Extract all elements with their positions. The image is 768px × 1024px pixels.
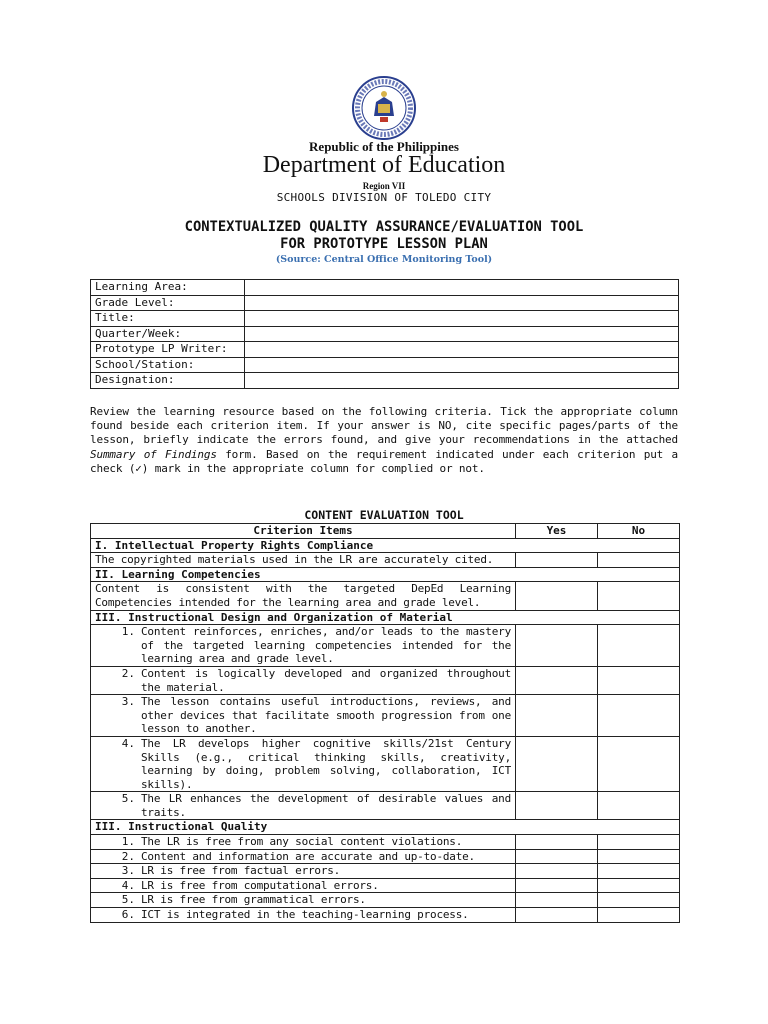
info-label: Title: [91, 311, 245, 327]
criterion-cell [91, 582, 516, 610]
section-heading-row [91, 538, 680, 553]
info-row [91, 342, 679, 358]
no-checkbox-cell[interactable] [598, 625, 680, 667]
criterion-text: Content and information are accurate and up-to-date. [141, 849, 475, 863]
criterion-row [91, 736, 680, 791]
section-heading: III. Instructional Design and Organization of Material [91, 610, 680, 625]
info-label: School/Station: [91, 357, 245, 373]
info-value-field[interactable] [245, 311, 679, 327]
no-checkbox-cell[interactable] [598, 792, 680, 820]
criterion-number: 4. [121, 736, 135, 750]
criterion-number: 1. [121, 625, 135, 639]
criterion-row [91, 582, 680, 610]
no-checkbox-cell[interactable] [598, 864, 680, 879]
yes-checkbox-cell[interactable] [516, 893, 598, 908]
info-row [91, 311, 679, 327]
criterion-number: 4. [121, 878, 135, 892]
yes-checkbox-cell[interactable] [516, 792, 598, 820]
criterion-cell [91, 849, 516, 864]
lesson-info-table [90, 279, 679, 389]
info-label: Quarter/Week: [91, 326, 245, 342]
yes-checkbox-cell[interactable] [516, 864, 598, 879]
criterion-number: 6. [121, 908, 135, 922]
yes-checkbox-cell[interactable] [516, 666, 598, 694]
info-row [91, 280, 679, 296]
criterion-number: 5. [121, 893, 135, 907]
no-header: No [598, 524, 680, 539]
no-checkbox-cell[interactable] [598, 835, 680, 850]
yes-header: Yes [516, 524, 598, 539]
criterion-number: 5. [121, 792, 135, 806]
info-row [91, 295, 679, 311]
criterion-cell [91, 736, 516, 791]
info-label: Grade Level: [91, 295, 245, 311]
yes-checkbox-cell[interactable] [516, 736, 598, 791]
yes-checkbox-cell[interactable] [516, 849, 598, 864]
criterion-text: LR is free from computational errors. [141, 878, 379, 892]
criterion-row [91, 849, 680, 864]
info-value-field[interactable] [245, 357, 679, 373]
document-title-line1: CONTEXTUALIZED QUALITY ASSURANCE/EVALUATION TOOL [184, 219, 584, 235]
document-title-line2: FOR PROTOTYPE LESSON PLAN [280, 236, 488, 252]
department-name: Department of Education [262, 152, 506, 178]
criterion-cell [91, 553, 516, 568]
criterion-cell [91, 835, 516, 850]
info-row [91, 373, 679, 389]
criterion-row [91, 908, 680, 923]
info-label: Prototype LP Writer: [91, 342, 245, 358]
criterion-cell [91, 695, 516, 737]
deped-seal-icon [344, 76, 424, 140]
criterion-number: 2. [121, 666, 135, 680]
no-checkbox-cell[interactable] [598, 878, 680, 893]
criteria-header-row [91, 524, 680, 539]
info-row [91, 357, 679, 373]
section-heading-row [91, 567, 680, 582]
criteria-table [90, 523, 680, 923]
yes-checkbox-cell[interactable] [516, 553, 598, 568]
criterion-text: LR is free from grammatical errors. [141, 893, 366, 907]
source-note: (Source: Central Office Monitoring Tool) [275, 254, 493, 265]
criterion-row [91, 835, 680, 850]
no-checkbox-cell[interactable] [598, 666, 680, 694]
no-checkbox-cell[interactable] [598, 553, 680, 568]
criterion-text: Content reinforces, enriches, and/or leads to the mastery of the targeted learning competencies intended for the learning area and grade level. [141, 625, 511, 666]
republic-line: Republic of the Philippines [309, 139, 459, 154]
yes-checkbox-cell[interactable] [516, 908, 598, 923]
summary-of-findings-ref: Summary of Findings [90, 447, 217, 461]
criterion-text: The copyrighted materials used in the LR are accurately cited. [95, 553, 494, 567]
no-checkbox-cell[interactable] [598, 908, 680, 923]
criterion-cell [91, 666, 516, 694]
region-line: Region VII [362, 181, 406, 191]
criterion-cell [91, 625, 516, 667]
no-checkbox-cell[interactable] [598, 893, 680, 908]
section-heading: III. Instructional Quality [91, 820, 680, 835]
criterion-row [91, 553, 680, 568]
info-value-field[interactable] [245, 280, 679, 296]
criterion-text: The lesson contains useful introductions, reviews, and other devices that facilitate smooth progression from one lesson to another. [141, 695, 511, 736]
section-heading-row [91, 610, 680, 625]
no-checkbox-cell[interactable] [598, 736, 680, 791]
criterion-text: The LR is free from any social content violations. [141, 835, 463, 849]
info-label: Designation: [91, 373, 245, 389]
instructions-text-1: Review the learning resource based on the following criteria. Tick the appropriate column found beside each criterion item. If your answer is NO, cite specific pages/parts of the lesson, briefly indicate the errors found, and give your recommendations in the attached [90, 405, 678, 447]
criterion-cell [91, 878, 516, 893]
yes-checkbox-cell[interactable] [516, 582, 598, 610]
info-value-field[interactable] [245, 295, 679, 311]
criterion-text: LR is free from factual errors. [141, 864, 341, 878]
criterion-row [91, 792, 680, 820]
info-label: Learning Area: [91, 280, 245, 296]
no-checkbox-cell[interactable] [598, 849, 680, 864]
info-value-field[interactable] [245, 326, 679, 342]
evaluation-tool-title: CONTENT EVALUATION TOOL [304, 508, 464, 522]
criterion-number: 3. [121, 695, 135, 709]
criterion-row [91, 666, 680, 694]
yes-checkbox-cell[interactable] [516, 695, 598, 737]
yes-checkbox-cell[interactable] [516, 835, 598, 850]
info-value-field[interactable] [245, 342, 679, 358]
instructions-paragraph [90, 405, 678, 476]
criterion-number: 1. [121, 835, 135, 849]
section-heading-row [91, 820, 680, 835]
instructions-text-2: form. Based on the requirement indicated under each criterion put a check (✓) mark in the appropriate column for complied or not. [90, 447, 678, 475]
criterion-cell [91, 893, 516, 908]
criterion-cell [91, 792, 516, 820]
info-row [91, 326, 679, 342]
yes-checkbox-cell[interactable] [516, 625, 598, 667]
section-heading: I. Intellectual Property Rights Compliance [91, 538, 680, 553]
criterion-cell [91, 864, 516, 879]
criterion-row [91, 695, 680, 737]
criterion-text: The LR develops higher cognitive skills/21st Century Skills (e.g., critical thinking skills, creativity, learning by doing, problem solving, collaboration, ICT skills). [141, 736, 511, 791]
criterion-row [91, 893, 680, 908]
criterion-number: 3. [121, 864, 135, 878]
yes-checkbox-cell[interactable] [516, 878, 598, 893]
criterion-text: The LR enhances the development of desirable values and traits. [141, 792, 511, 819]
criterion-row [91, 864, 680, 879]
criterion-number: 2. [121, 849, 135, 863]
no-checkbox-cell[interactable] [598, 582, 680, 610]
section-heading: II. Learning Competencies [91, 567, 680, 582]
criterion-cell [91, 908, 516, 923]
division-line: SCHOOLS DIVISION OF TOLEDO CITY [276, 191, 492, 204]
criterion-text: Content is consistent with the targeted DepEd Learning Competencies intended for the learning area and grade level. [95, 582, 511, 609]
no-checkbox-cell[interactable] [598, 695, 680, 737]
criterion-text: ICT is integrated in the teaching-learning process. [141, 908, 469, 922]
criterion-row [91, 625, 680, 667]
info-value-field[interactable] [245, 373, 679, 389]
criterion-row [91, 878, 680, 893]
criterion-text: Content is logically developed and organized throughout the material. [141, 666, 511, 694]
criterion-items-header: Criterion Items [91, 524, 516, 539]
